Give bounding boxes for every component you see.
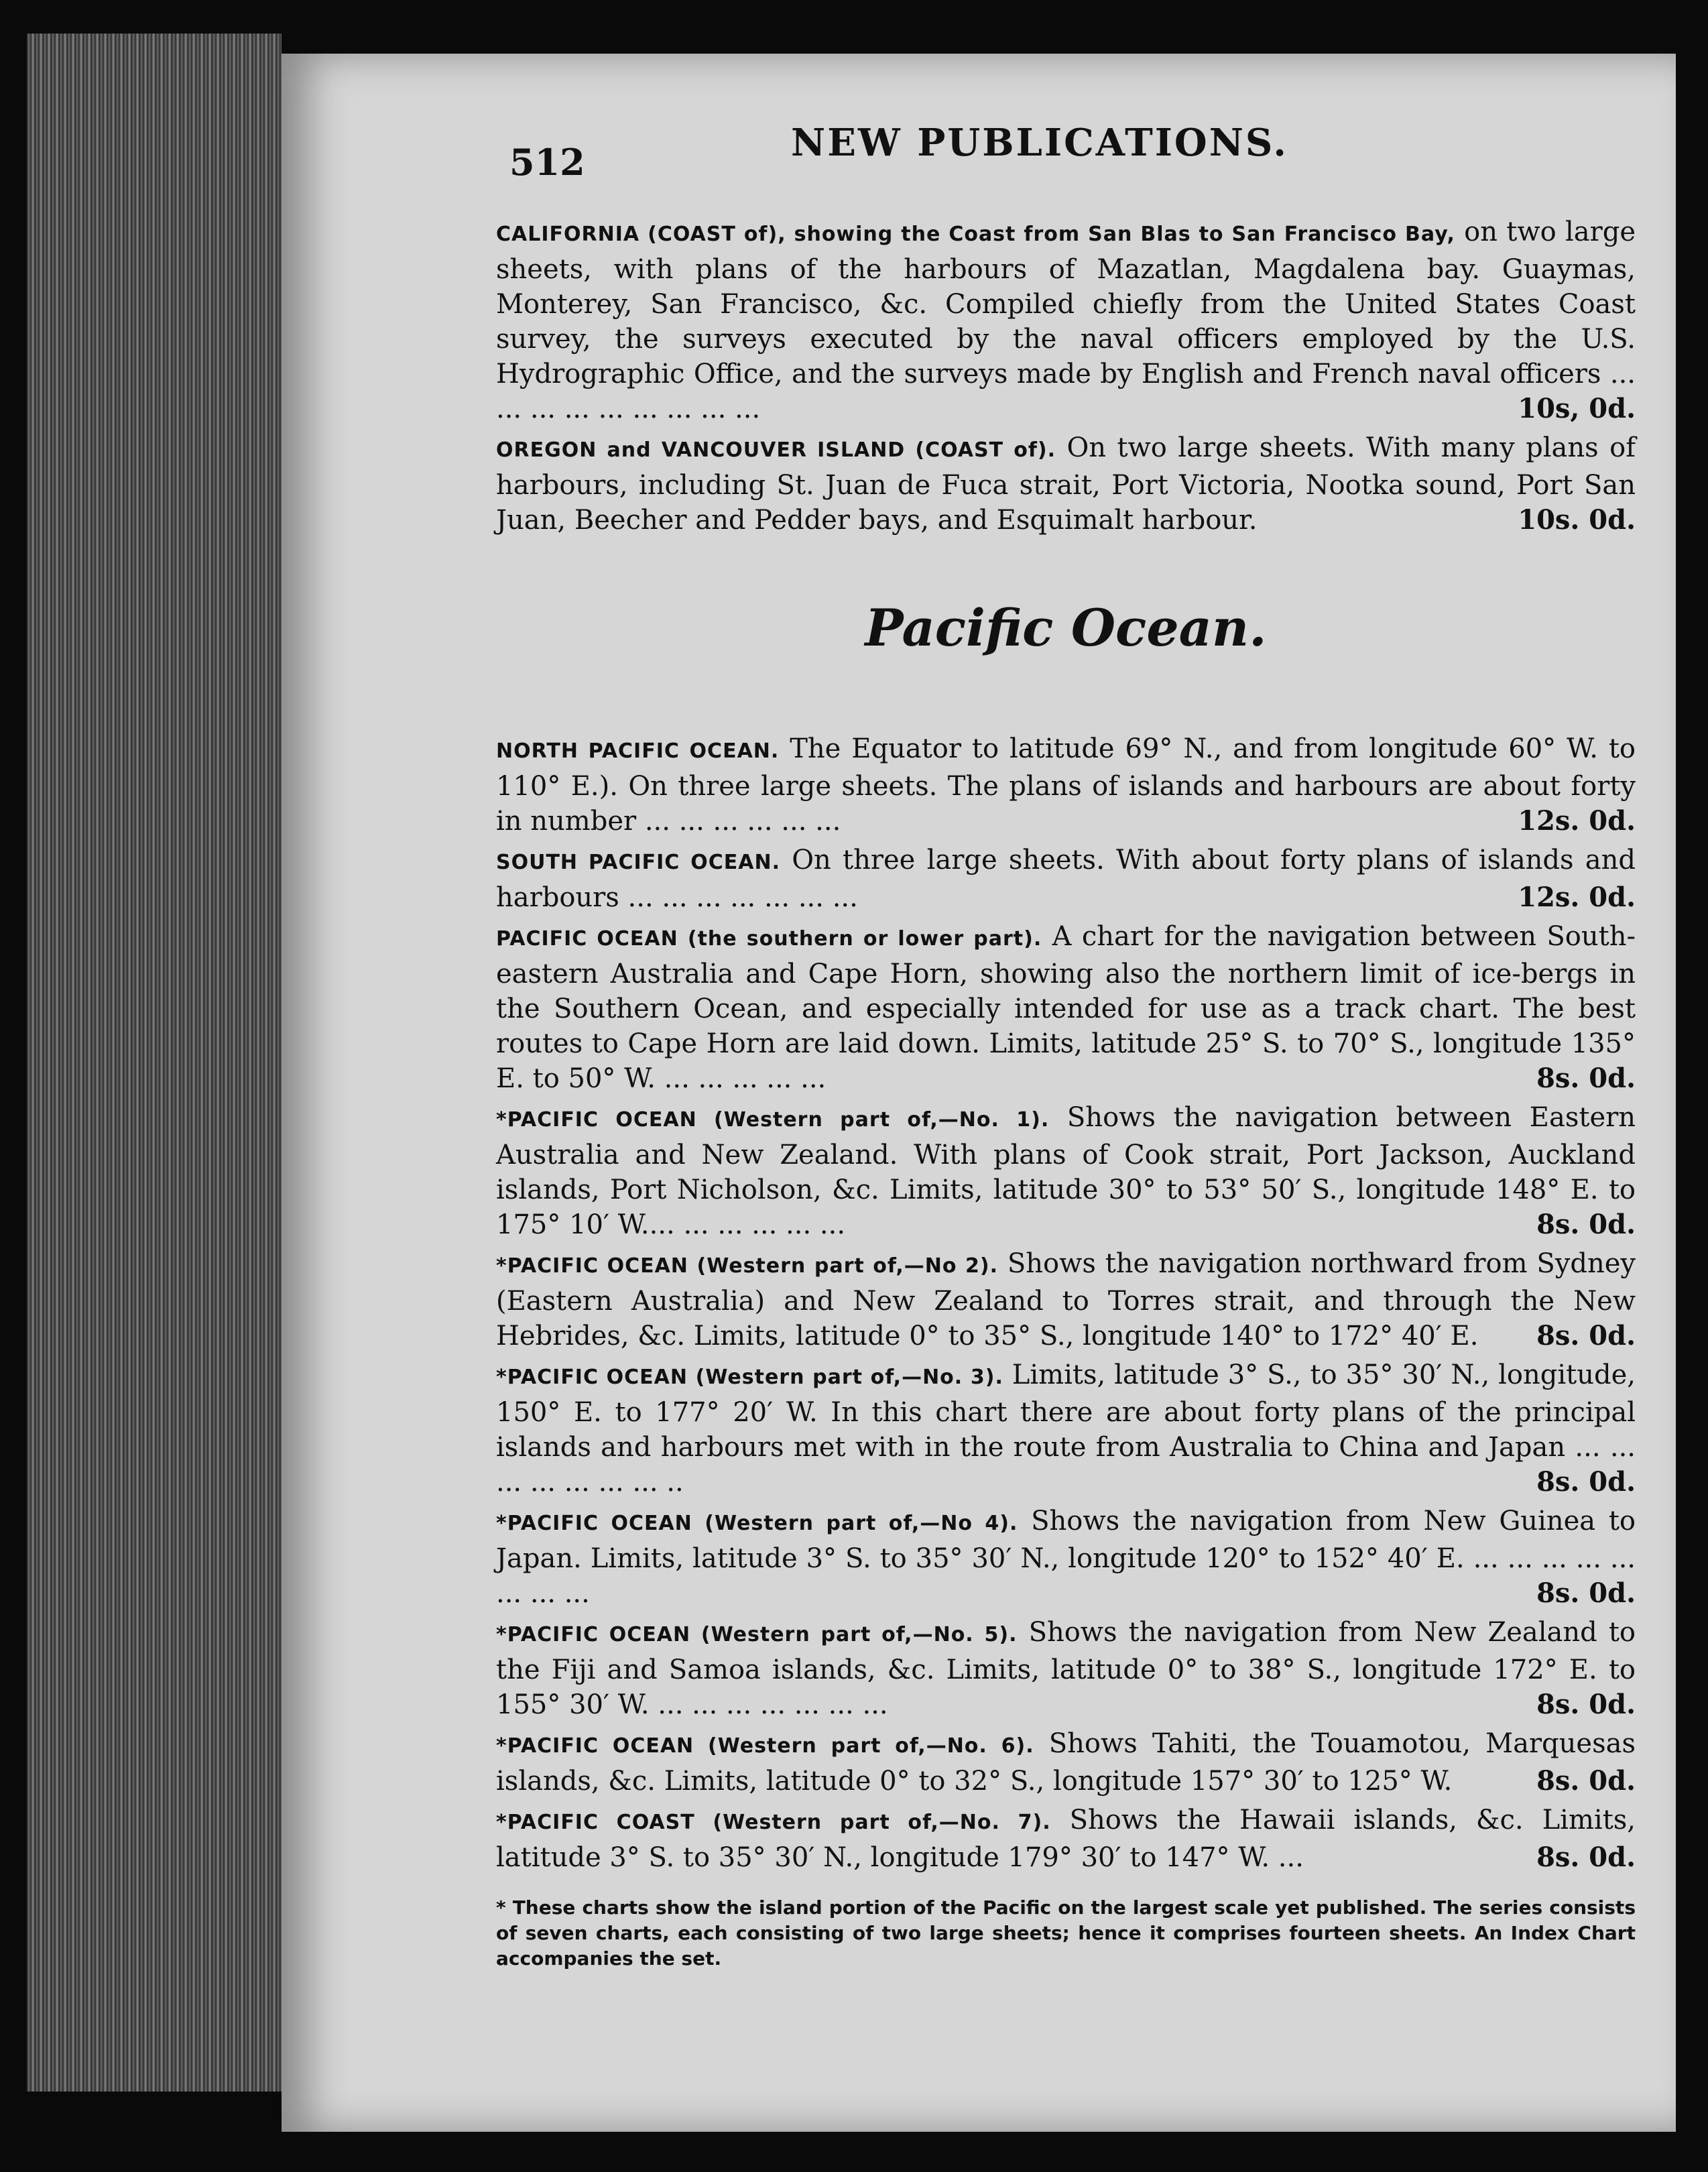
entry-text: Shows the navigation from New Zealand to the Fiji and Samoa islands, &c. Limits, latitude 0° to 38° S., longitude 172° E. to 155° 30′ W. ... ... ... ... ... ... ... (496, 1617, 1636, 1720)
page-header (509, 121, 1609, 184)
entry-title: *PACIFIC OCEAN (Western part of,—No 4). (496, 1512, 1018, 1535)
entry-price: 12s. 0d. (1518, 882, 1636, 913)
entry-price: 10s, 0d. (1518, 393, 1636, 424)
book-page-edges (27, 34, 282, 2092)
page-body (496, 215, 1636, 1972)
entry-text: Shows the navigation from New Guinea to Japan. Limits, latitude 3° S. to 35° 30′ N., longitude 120° to 152° 40′ E. ... ... ... ... ... ... ... ... (496, 1506, 1636, 1609)
entry-title: *PACIFIC OCEAN (Western part of,—No 2). (496, 1254, 998, 1278)
footnote: * These charts show the island portion of the Pacific on the largest scale yet published. The series consists of seven charts, each consisting of two large sheets; hence it comprises fourteen sheets. An Index Chart accompanies the set. (496, 1896, 1636, 1970)
list-item (496, 1615, 1636, 1722)
entry-text: The Equator to latitude 69° N., and from longitude 60° W. to 110° E.). On three large sheets. The plans of islands and harbours are about forty in number ... ... ... ... ... ... (496, 733, 1636, 837)
entry-text: Shows the navigation between Eastern Australia and New Zealand. With plans of Cook strait, Port Jackson, Auckland islands, Port Nicholson, &c. Limits, latitude 30° to 53° 50′ S., longitude 148° E. to 175° 10′ W.... ... ... ... ... ... (496, 1102, 1636, 1240)
section-heading: Pacific Ocean. (865, 598, 1267, 658)
entry-text: A chart for the navigation between South-eastern Australia and Cape Horn, showing also the northern limit of ice-bergs in the Southern Ocean, and especially intended for use as a track chart. The best routes to Cape Horn are laid down. Limits, latitude 25° S. to 70° S., longitude 135° E. to 50° W. ... ... ... ... ... (496, 921, 1636, 1094)
list-item (496, 1726, 1636, 1799)
entry-price: 12s. 0d. (1518, 805, 1636, 837)
entry-price: 8s. 0d. (1536, 1842, 1636, 1873)
entry-title: *PACIFIC OCEAN (Western part of,—No. 5). (496, 1623, 1018, 1646)
entry-price: 8s. 0d. (1536, 1209, 1636, 1240)
entry-title: OREGON and VANCOUVER ISLAND (COAST of). (496, 438, 1056, 462)
entry-price: 8s. 0d. (1536, 1320, 1636, 1351)
entry-price: 8s. 0d. (1536, 1577, 1636, 1609)
entry-price: 8s. 0d. (1536, 1765, 1636, 1797)
entry-text: Shows the navigation northward from Sydney (Eastern Australia) and New Zealand to Torres strait, and through the New Hebrides, &c. Limits, latitude 0° to 35° S., longitude 140° to 172° 40′ E. (496, 1248, 1636, 1351)
entry-price: 8s. 0d. (1536, 1689, 1636, 1720)
entry-title: *PACIFIC COAST (Western part of,—No. 7). (496, 1811, 1051, 1834)
entry-price: 8s. 0d. (1536, 1466, 1636, 1498)
entry-price: 8s. 0d. (1536, 1063, 1636, 1094)
entry-california (496, 215, 1636, 426)
page-number: 512 (509, 141, 585, 184)
entry-text: Shows the Hawaii islands, &c. Limits, latitude 3° S. to 35° 30′ N., longitude 179° 30′ to 147° W. ... (496, 1805, 1636, 1873)
entry-text: On three large sheets. With about forty plans of islands and harbours ... ... ... ... ... ... ... (496, 845, 1636, 913)
list-item (496, 919, 1636, 1096)
entry-title: NORTH PACIFIC OCEAN. (496, 739, 780, 763)
list-item (496, 1504, 1636, 1611)
entry-title: *PACIFIC OCEAN (Western part of,—No. 3). (496, 1366, 1003, 1389)
entry-price: 10s. 0d. (1518, 504, 1636, 536)
entry-title: *PACIFIC OCEAN (Western part of,—No. 6). (496, 1734, 1034, 1758)
book-page (282, 54, 1676, 2132)
entry-title: PACIFIC OCEAN (the southern or lower part). (496, 927, 1042, 951)
entry-title: CALIFORNIA (COAST of), showing the Coast from San Blas to San Francisco Bay, (496, 223, 1455, 246)
entry-title: *PACIFIC OCEAN (Western part of,—No. 1). (496, 1108, 1050, 1132)
entry-text: on two large sheets, with plans of the harbours of Mazatlan, Magdalena bay. Guaymas, Monterey, San Francisco, &c. Compiled chiefly from the United States Coast survey, the surveys executed by the naval officers employed by the U.S. Hydrographic Office, and the surveys made by English and French naval officers ... ... ... ... ... ... ... ... ... (496, 217, 1636, 424)
entry-text: Limits, latitude 3° S., to 35° 30′ N., longitude, 150° E. to 177° 20′ W. In this chart there are about forty plans of the principal islands and harbours met with in the route from Australia to China and Japan ... ... ... ... ... ... ... .. (496, 1360, 1636, 1498)
list-item (496, 1100, 1636, 1242)
list-item (496, 731, 1636, 839)
list-item (496, 1803, 1636, 1875)
list-item (496, 843, 1636, 915)
entry-title: SOUTH PACIFIC OCEAN. (496, 851, 781, 874)
entry-oregon (496, 430, 1636, 538)
list-item (496, 1358, 1636, 1500)
pacific-entries-list (496, 731, 1636, 1875)
entry-text: Shows Tahiti, the Touamotou, Marquesas islands, &c. Limits, latitude 0° to 32° S., longitude 157° 30′ to 125° W. (496, 1728, 1636, 1797)
list-item (496, 1246, 1636, 1353)
running-title: NEW PUBLICATIONS. (791, 121, 1288, 165)
entry-text: On two large sheets. With many plans of harbours, including St. Juan de Fuca strait, Port Victoria, Nootka sound, Port San Juan, Beecher and Pedder bays, and Esquimalt harbour. (496, 432, 1636, 536)
